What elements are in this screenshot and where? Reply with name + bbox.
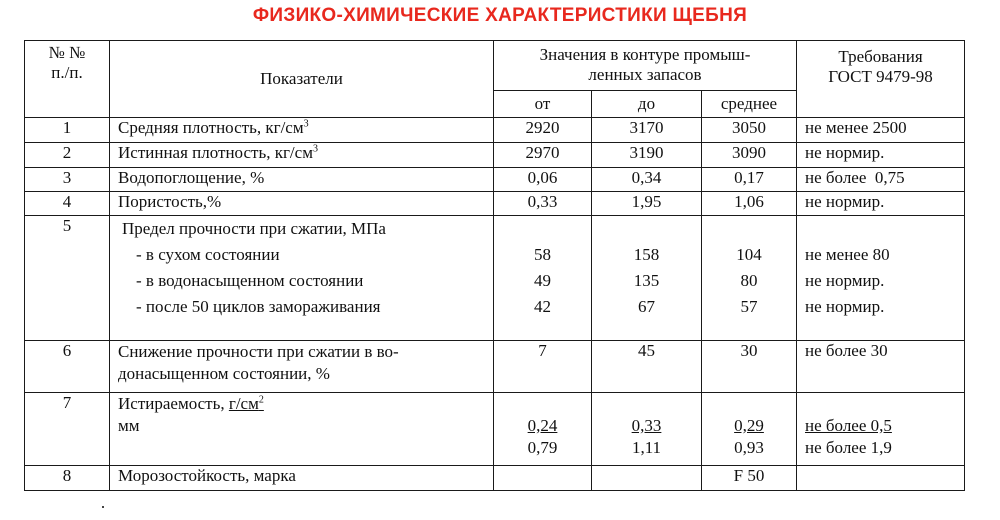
sub-value: 57 — [740, 297, 758, 316]
value-avg — [702, 393, 797, 466]
value-from — [494, 216, 592, 341]
unit-superscript: 3 — [312, 143, 318, 155]
row-name-label: Истираемость, — [118, 394, 225, 413]
table-row — [25, 393, 965, 466]
row-name-text: Предел прочности при сжатии, МПа — [122, 219, 386, 238]
row-name-text: Истинная плотность, кг/см — [118, 143, 313, 162]
row-num: 1 — [25, 118, 110, 143]
value-to — [592, 393, 702, 466]
sub-requirement: не нормир. — [805, 271, 885, 290]
value-to — [592, 466, 702, 491]
header-req-line: Требования — [838, 47, 923, 66]
sub-value: 42 — [534, 297, 551, 316]
value-avg: 3050 — [702, 118, 797, 143]
requirement — [797, 393, 965, 466]
row-name — [110, 341, 494, 393]
sub-value: 104 — [736, 245, 762, 264]
value-to: 3170 — [592, 118, 702, 143]
requirement: не менее 2500 — [797, 118, 965, 143]
sub-value: 0,79 — [527, 438, 558, 457]
row-name-text — [118, 393, 489, 415]
header-num-line: п./п. — [51, 63, 83, 82]
row-name: Морозостойкость, марка — [110, 466, 494, 491]
header-num — [25, 41, 110, 118]
value-from: 7 — [494, 341, 592, 393]
sub-requirement: не более 0,5 — [805, 416, 892, 435]
row-num: 2 — [25, 143, 110, 168]
header-indicator — [110, 41, 494, 118]
row-name — [110, 216, 494, 341]
row-name-text: Средняя плотность, кг/см — [118, 118, 304, 137]
sub-value: 0,29 — [734, 416, 764, 435]
value-to: 45 — [592, 341, 702, 393]
header-req-line: ГОСТ 9479-98 — [828, 67, 933, 86]
sub-item-name: - после 50 циклов замораживания — [136, 297, 381, 316]
unit-superscript: 3 — [303, 118, 309, 130]
header-requirements — [797, 41, 965, 118]
sub-value: 0,24 — [527, 416, 558, 435]
sub-item-name: - в водонасыщенном состоянии — [136, 271, 364, 290]
row-name — [110, 143, 494, 168]
unit-superscript: 2 — [258, 394, 264, 406]
scan-speck — [102, 506, 104, 508]
row-num: 4 — [25, 192, 110, 216]
sub-value: 135 — [633, 271, 660, 290]
row-num: 6 — [25, 341, 110, 393]
value-avg: 1,06 — [702, 192, 797, 216]
value-avg: 30 — [702, 341, 797, 393]
header-indicator-label: Показатели — [260, 69, 343, 88]
table-row — [25, 341, 965, 393]
requirement: не нормир. — [797, 192, 965, 216]
unit-denominator: мм — [118, 416, 140, 435]
page-title: ФИЗИКО-ХИМИЧЕСКИЕ ХАРАКТЕРИСТИКИ ЩЕБНЯ — [252, 5, 748, 26]
table-row — [25, 466, 965, 491]
value-to: 3190 — [592, 143, 702, 168]
sub-value: 1,11 — [631, 438, 662, 457]
header-values-group — [494, 41, 797, 91]
sub-value: 67 — [638, 297, 655, 316]
value-avg — [702, 216, 797, 341]
sub-value: 80 — [740, 271, 758, 290]
requirement: не более 0,75 — [797, 168, 965, 192]
header-num-line: № № — [48, 43, 86, 62]
header-to: до — [592, 91, 702, 118]
unit-text: г/см — [228, 394, 259, 413]
row-num: 8 — [25, 466, 110, 491]
sub-value: 58 — [534, 245, 551, 264]
sub-value: 158 — [633, 245, 660, 264]
row-name: Водопоглощение, % — [110, 168, 494, 192]
row-num: 3 — [25, 168, 110, 192]
sub-value: 0,93 — [734, 438, 764, 457]
row-num: 7 — [25, 393, 110, 466]
row-num: 5 — [25, 216, 110, 341]
table-row — [25, 168, 965, 192]
requirement: не нормир. — [797, 143, 965, 168]
header-avg: среднее — [702, 91, 797, 118]
sub-item-name: - в сухом состоянии — [136, 245, 280, 264]
row-name: Пористость,% — [110, 192, 494, 216]
header-from: от — [494, 91, 592, 118]
value-to — [592, 216, 702, 341]
requirement — [797, 216, 965, 341]
requirement — [797, 466, 965, 491]
value-from — [494, 393, 592, 466]
value-avg: F 50 — [702, 466, 797, 491]
table-row — [25, 216, 965, 341]
sub-value: 0,33 — [631, 416, 662, 435]
table-row — [25, 143, 965, 168]
row-name-text: донасыщенном состоянии, % — [118, 364, 330, 383]
sub-requirement: не менее 80 — [805, 245, 890, 264]
value-from: 0,33 — [494, 192, 592, 216]
characteristics-table — [24, 40, 965, 491]
row-name — [110, 393, 494, 466]
value-to: 0,34 — [592, 168, 702, 192]
header-row — [25, 41, 965, 91]
header-values-line: ленных запасов — [588, 65, 702, 84]
row-name — [110, 118, 494, 143]
header-values-line: Значения в контуре промыш- — [539, 45, 751, 64]
requirement: не более 30 — [797, 341, 965, 393]
value-from — [494, 466, 592, 491]
value-from: 0,06 — [494, 168, 592, 192]
row-name-text: Снижение прочности при сжатии в во- — [118, 342, 399, 361]
table-row — [25, 118, 965, 143]
value-from: 2970 — [494, 143, 592, 168]
unit-label — [229, 394, 264, 413]
sub-requirement: не более 1,9 — [805, 438, 892, 457]
value-avg: 0,17 — [702, 168, 797, 192]
value-from: 2920 — [494, 118, 592, 143]
value-avg: 3090 — [702, 143, 797, 168]
sub-value: 49 — [534, 271, 551, 290]
table-row — [25, 192, 965, 216]
value-to: 1,95 — [592, 192, 702, 216]
sub-requirement: не нормир. — [805, 297, 885, 316]
